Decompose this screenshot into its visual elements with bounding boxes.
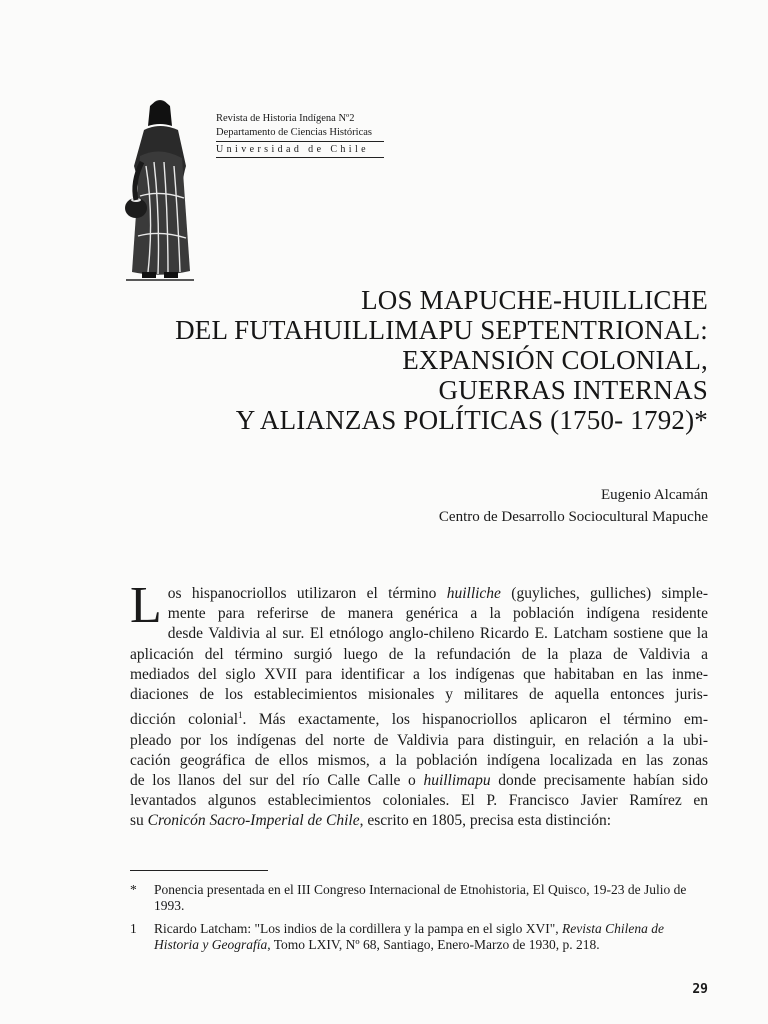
footnote-mark: 1: [130, 921, 137, 936]
journal-header: [216, 112, 386, 158]
title-line: LOS MAPUCHE-HUILLICHE: [361, 285, 708, 315]
body-line: os hispanocriollos utilizaron el término huilliche (guyliches, gulliches) simple-: [167, 585, 708, 602]
body-line: cación geográfica de ellos mismos, a la población indígena localizada en las zonas: [130, 751, 708, 769]
body-line: dicción colonial$^1$. Más exactamente, los hispanocriollos aplicaron el término em-: [130, 710, 708, 729]
footnote: [130, 882, 708, 914]
author-affiliation: Centro de Desarrollo Sociocultural Mapuche: [438, 509, 708, 525]
body-paragraph: [130, 577, 708, 832]
journal-name: Revista de Historia Indígena Nº2: [216, 113, 355, 124]
body-line: aplicación del término surgió luego de la refundación de la plaza de Valdivia a: [130, 645, 708, 663]
body-line: mente para referirse de manera genérica a la población indígena residente: [167, 605, 708, 623]
article-title: [108, 285, 708, 435]
title-line: Y ALIANZAS POLÍTICAS (1750- 1792)*: [235, 405, 708, 435]
title-line: EXPANSIÓN COLONIAL,: [402, 345, 708, 375]
body-line: diaciones de los establecimientos misionales y militares de aquella entonces juris-: [130, 686, 708, 704]
footnote-ref: 1: [238, 710, 243, 721]
page-number: 29: [692, 982, 708, 997]
body-line: su Cronicón Sacro-Imperial de Chile, escrito en 1805, precisa esta distinción:: [130, 812, 612, 830]
footnote-divider: [130, 870, 268, 871]
footnote-text: Ponencia presentada en el III Congreso Internacional de Etnohistoria, El Quisco, 19-23 de Julio de 1993.: [154, 882, 687, 913]
body-line: desde Valdivia al sur. El etnólogo anglo-chileno Ricardo E. Latcham sostiene que la: [167, 625, 708, 643]
journal-university: Universidad de Chile: [216, 141, 384, 158]
footnote: [130, 921, 708, 953]
body-line: mediados del siglo XVII para identificar a los indígenas que habitaban en las inme-: [130, 665, 708, 683]
footnotes: [130, 882, 708, 960]
footnote-mark: *: [130, 882, 137, 897]
footnote-text: Ricardo Latcham: "Los indios de la cordillera y la pampa en el siglo XVI", Revista Chilena de Historia y Geografía, Tomo LXIV, Nº 68, Santiago, Enero-Marzo de 1930, p. 218.: [154, 921, 665, 952]
author-name: Eugenio Alcamán: [600, 487, 708, 503]
drop-cap: L: [130, 577, 162, 634]
author-block: [288, 484, 708, 528]
body-line: levantados algunos establecimientos coloniales. El P. Francisco Javier Ramírez en: [130, 792, 708, 810]
body-line: pleado por los indígenas del norte de Valdivia para distinguir, en relación a la ubi-: [130, 731, 708, 749]
title-line: DEL FUTAHUILLIMAPU SEPTENTRIONAL:: [175, 315, 708, 345]
journal-emblem-illustration: [120, 96, 200, 286]
title-line: GUERRAS INTERNAS: [438, 375, 708, 405]
body-line: de los llanos del sur del río Calle Calle o huillimapu donde precisamente habían sido: [130, 771, 708, 789]
journal-department: Departamento de Ciencias Históricas: [216, 127, 372, 138]
